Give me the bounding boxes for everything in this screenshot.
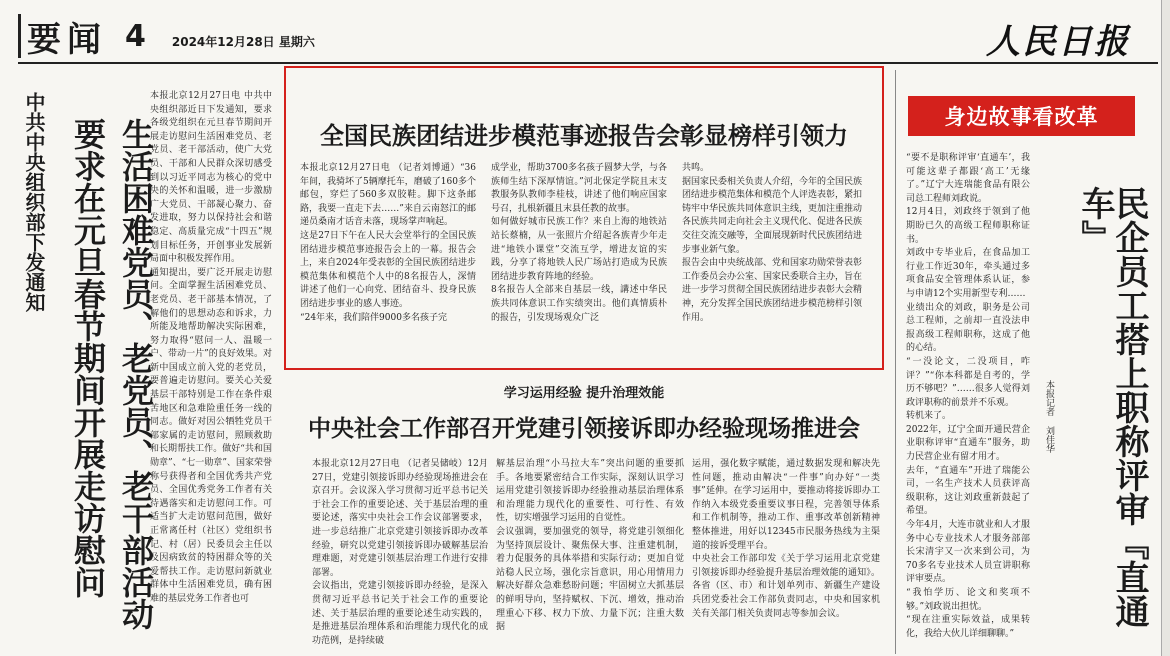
right-story-body: “要不是职称评审‘直通车’，我可能这辈子都跟‘高工’无缘了。”辽宁大连瑞能食品有限公司总工程师刘政说。 12月4日，刘政终于领到了他期盼已久的高级工程师职称证书。 刘政中专毕业后，在食品加工行业工作近30年，牵头通过多项食品安全管理体系认证，参与申请12个实用新型专利…… 业绩出众的刘政，职务是公司总工程师，之前却一直没法申报高级工程师职称，这成了他的心结。 “一没论文，二没项目，咋评？”“你本科都是自考的，学历不够吧？”……很多人觉得刘政评职称的前景并不乐观。 转机来了。 2022年，辽宁全面开通民营企业职称评审“直通车”服务，助力民营企业有留才用才。 去年，“直通车”开进了瑞能公司，一名生产技术人员获评高级职称，这让刘政重新鼓起了希望。 今年4月，大连市就业和人才服务中心专业技术人才服务部部长宋清宇又一次来到公司，为70多名专业技术人员宣讲职称评审要点。 “我怕学历、论文和奖项不够。”刘政说出担忧。 “现在注重实际效益，成果转化，我给大伙儿详细聊聊。” xyxy=(906,153,1030,639)
section-label-box xyxy=(18,14,146,58)
second-col-2: 解基层治理“小马拉大车”突出问题的重要抓手。各地要紧密结合工作实际，深刻认识学习运用党建引领接诉即办经验推动基层治理体系和治理能力现代化的重要性、可行性、有效性，切实增强学习运用的自觉性。 会议强调，要加强党的领导，将党建引领细化为坚持顶层设计、聚焦保大事、注重建机制，着力促服务的具体举措和实际行动；更加自觉站稳人民立场，强化宗旨意识，用心用情用力解决好群众急难愁盼问题；牢固树立大抓基层的鲜明导向，坚持赋权、下沉、增效，推动治理重心下移、权力下放、力量下沉；注重大数据 xyxy=(496,459,684,633)
left-story-body: 本报北京12月27日电 中共中央组织部近日下发通知，要求各级党组织在元旦春节期间开展走访慰问生活困难党员、老党员、老干部活动，使广大党员、干部和人民群众深切感受到以习近平同志为核心的党中央的关怀和温暖，进一步激励广大党员、干部凝心聚力、奋发进取，努力以保持社会和谐稳定、高质量完成“十四五”规划目标任务，开创事业发展新局面中积极发挥作用。 通知提出，要广泛开展走访慰问。全面掌握生活困难党员、老党员、老干部基本情况，了解他们的思想动态和诉求，力所能及地帮助解决实际困难，努力取得“慰问一人、温暖一户、带动一片”的良好效果。对新中国成立前入党的老党员，要普遍走访慰问。要关心关爱基层干部特别是工作在条件艰苦地区和急难险重任务一线的同志。做好对因公牺牲党员干部家属的走访慰问，照顾救助和长期帮扶工作。做好“共和国勋章”、“七一勋章”、国家荣誉称号获得者和全国优秀共产党员、全国优秀党务工作者有关待遇落实和走访慰问工作。可适当扩大走访慰问范围，做好正常离任村（社区）党组织书记、村（居）民委员会主任以及因病致贫的特困群众等的关爱帮扶工作。走访慰问新就业群体中生活困难党员，确有困难的基层党务工作者也可 xyxy=(150,91,272,604)
featured-story-box xyxy=(284,66,884,370)
second-col-1: 本报北京12月27日电 （记者吴储岐）12月27日，党建引领接诉即办经验现场推进会在京召开。会议深入学习贯彻习近平总书记关于社会工作的重要论述、关于基层治理的重要论述，落实中央社会工作会议部署要求，进一步总结推广北京党建引领接诉即办改革经验，研究以党建引领接诉即办破解基层治理难题，对党建引领基层治理工作进行安排部署。 会议指出，党建引领接诉即办经验，是深入贯彻习近平总书记关于社会工作的重要论述、关于基层治理的重要论述生动实践的，是推进基层治理体系和治理能力现代化的成功范例，是持续破 xyxy=(312,459,488,646)
newspaper-logo: 人民日报 xyxy=(986,22,1130,62)
left-headline-line-1: 生活困难党员、老党员、老干部活动 xyxy=(117,118,155,630)
left-headline-line-2: 要求在元旦春节期间开展走访慰问 xyxy=(69,118,107,598)
featured-col-3: 共鸣。 据国家民委相关负责人介绍，今年的全国民族团结进步模范集体和模范个人评选表彰，紧扣铸牢中华民族共同体意识主线，更加注重推动各民族共同走向社会主义现代化、促进各民族交往交流交融等，全面展现新时代民族团结进步事业新气象。 报告会由中央统战部、党和国家功勋荣誉表彰工作委员会办公室、国家民委联合主办，旨在进一步学习贯彻全国民族团结进步表彰大会精神，充分发挥全国民族团结进步模范榜样引领作用。 xyxy=(682,163,862,323)
featured-col-2: 成学业，帮助3700多名孩子圆梦大学，与各族师生结下深厚情谊。”河北保定学院且末支教服务队教师李桂枝，讲述了他们响应国家号召，扎根新疆且末县任教的故事。 如何做好城市民族工作？来自上海的地铁站站长蔡楠，从一张照片介绍起各族青少年走进“地铁小课堂”交流互学，增进友谊的实践，分享了将地铁人民广场站打造成为民族团结进步教育阵地的经验。 8名报告人全部来自基层一线，講述中华民族共同体意识工作实绩突出。他们真情质朴的报告，引发现场观众广泛 xyxy=(491,163,667,323)
featured-col-1: 本报北京12月27日电 （记者刘博通）“36年间，我骑坏了5辆摩托车，磨破了160多个邮包，穿烂了560多双胶鞋。脚下这条邮路，我要一直走下去……”来自云南怒江的邮递员桑南才话音未落，现场掌声响起。 这是27日下午在人民大会堂举行的全国民族团结进步模范事迹报告会上的一幕。报告会上，来自2024年受表彰的全国民族团结进步模范集体和模范个人中的8名报告人，深情讲述了他们一心向党、团结奋斗、投身民族团结进步事业的感人事迹。 “24年来，我们陪伴9000多名孩子完 xyxy=(300,163,476,323)
left-story-headline xyxy=(56,118,155,648)
second-story-kicker: 学习运用经验 提升治理效能 xyxy=(503,386,665,401)
second-story-title: 中央社会工作部召开党建引领接诉即办经验现场推进会 xyxy=(308,416,860,442)
right-story-headline: 民企员工搭上职称评审『直通车』 xyxy=(1075,186,1149,628)
page-edge xyxy=(1161,0,1170,656)
left-story-subtitle: 中共中央组织部下发通知 xyxy=(22,92,46,312)
right-story-byline: 本报记者 刘佳华 xyxy=(1044,380,1054,453)
second-col-3: 运用，强化数字赋能，通过数据发现和解决先性问题，推动由解决“一件事”向办好“一类事”延伸。在学习运用中，要推动将接诉即办工作纳入本级党委重要议事日程，完善领导体系和工作机制等，推动工作、重事改革创新精神整体推进，用好以12345市民服务热线为主渠道的接诉受理平台。 中央社会工作部印发《关于学习运用北京党建引领接诉即办经验提升基层治理效能的通知》。各省（区、市）和计划单列市、新疆生产建设兵团党委社会工作部负责同志，中央和国家机关有关部门相关负责同志等参加会议。 xyxy=(692,459,880,619)
date-line: 2024年12月28日 星期六 xyxy=(171,35,315,49)
featured-story-title: 全国民族团结进步模范事迹报告会彰显榜样引领力 xyxy=(320,122,848,150)
masthead-rule xyxy=(18,62,1158,64)
page-number: 4 xyxy=(125,18,146,54)
masthead xyxy=(18,6,315,58)
section-name: 要闻 xyxy=(27,19,107,60)
column-divider xyxy=(895,70,896,654)
right-section-banner: 身边故事看改革 xyxy=(908,96,1135,136)
